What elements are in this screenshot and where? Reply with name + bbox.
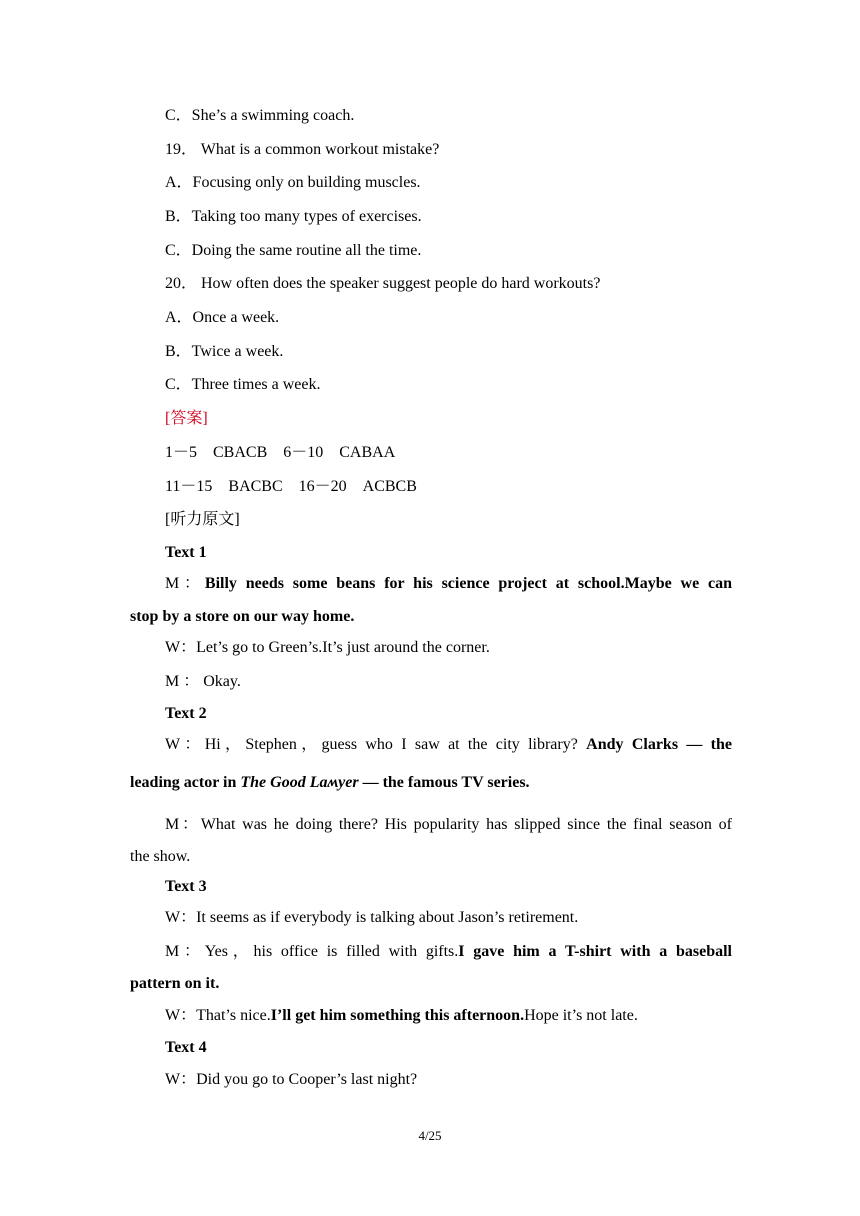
option-line: A．Once a week. <box>165 309 280 326</box>
question-20: 20． How often does the speaker suggest people do hard workouts? <box>165 275 601 292</box>
dialogue-line <box>165 942 732 962</box>
dialogue-line <box>165 574 732 594</box>
script-header: [听力原文] <box>165 511 240 528</box>
dialogue-line <box>165 735 732 755</box>
answer-line: 1－5 CBACB 6－10 CABAA <box>165 444 396 461</box>
option-line: B．Twice a week. <box>165 343 284 360</box>
highlight-text <box>130 773 732 793</box>
highlight-text: Andy Clarks — the <box>586 736 732 753</box>
dialogue-text: W：Hi，Stephen，guess who I saw at the city library? <box>165 736 587 753</box>
section-title: Text 2 <box>165 705 207 722</box>
option-line: B．Taking too many types of exercises. <box>165 208 422 225</box>
dialogue-line: W：Let’s go to Green’s.It’s just around the corner. <box>165 639 490 656</box>
highlight-text: Billy needs some beans for his science project at school.Maybe we can <box>204 575 733 592</box>
option-line: C．Doing the same routine all the time. <box>165 242 422 259</box>
answer-line: 11－15 BACBC 16－20 ACBCB <box>165 478 417 495</box>
dialogue-text: M：Yes，his office is filled with gifts. <box>165 943 459 960</box>
section-title: Text 1 <box>165 544 207 561</box>
dialogue-line: M ： Okay. <box>165 673 241 690</box>
dialogue-line <box>165 1006 638 1026</box>
answer-header: [答案] <box>165 410 208 427</box>
dialogue-text: Hope it’s not late. <box>524 1007 638 1024</box>
page-number: 4/25 <box>418 1128 442 1143</box>
highlight-text: — the famous TV series. <box>358 774 530 791</box>
highlight-text: I gave him a T-shirt with a baseball <box>458 943 732 960</box>
dialogue-text: W：That’s nice. <box>165 1007 271 1024</box>
dialogue-line: M：What was he doing there? His popularity has slipped since the final season of <box>165 816 732 833</box>
option-line: C．She’s a swimming coach. <box>165 107 355 124</box>
section-title: Text 4 <box>165 1039 207 1056</box>
show-title: The Good Laʍyer <box>240 774 359 791</box>
highlight-text: leading actor in <box>130 774 241 791</box>
highlight-text: pattern on it. <box>130 975 220 992</box>
highlight-text: stop by a store on our way home. <box>130 608 355 625</box>
option-line: A．Focusing only on building muscles. <box>165 174 421 191</box>
dialogue-line: the show. <box>130 848 191 865</box>
question-19: 19． What is a common workout mistake? <box>165 141 440 158</box>
option-line: C．Three times a week. <box>165 376 321 393</box>
highlight-text: I’ll get him something this afternoon. <box>270 1007 525 1024</box>
section-title: Text 3 <box>165 878 207 895</box>
dialogue-line: W：It seems as if everybody is talking about Jason’s retirement. <box>165 909 579 926</box>
speaker-prefix: M： <box>165 575 205 592</box>
dialogue-line: W：Did you go to Cooper’s last night? <box>165 1071 418 1088</box>
